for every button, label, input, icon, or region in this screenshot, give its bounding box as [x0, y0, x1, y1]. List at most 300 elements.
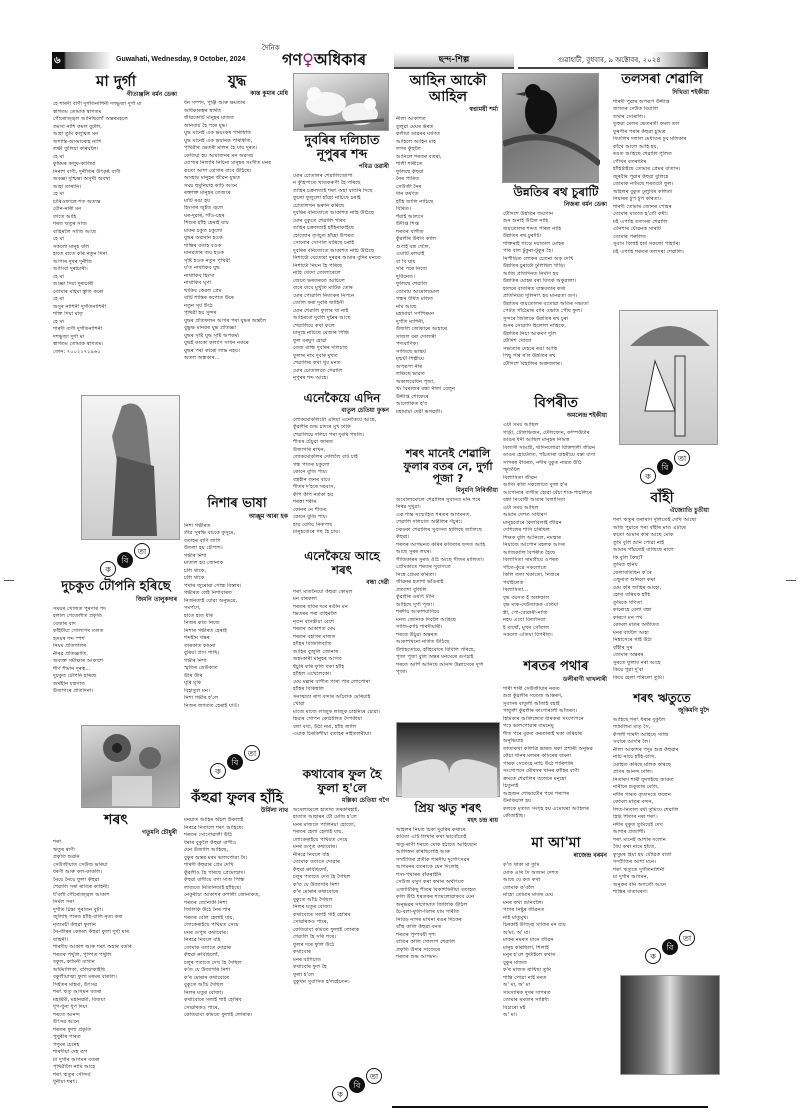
page-number-block: [52, 52, 112, 69]
article-body: [613, 517, 711, 682]
poem-line: গভীৰ নিশা: [184, 657, 207, 664]
poem-line: শক্তিৰাই গাড়ে দয়াতাল মোহৰ: [503, 240, 565, 247]
article-sarat: [53, 812, 179, 1087]
poem-line: নিতাৰণ শাৰী ফুলাইছে জাকত: [613, 776, 674, 783]
poem-line: সৰি পৰে নিজে: [396, 266, 427, 273]
date-english: Guwahati, Wednesday, 9 October, 2024: [116, 56, 246, 63]
poem-line: শীত পৰে বুকত কৰতাৰাই থকা তৰিয়াৰ: [503, 730, 582, 737]
poem-line: সবাৰে আদৰি লৈ।: [613, 739, 651, 746]
poem-line: চৈ-বলা-ফুলি-বিলৰ যাম পাৰীত: [396, 909, 460, 916]
girl-icon: [82, 396, 181, 541]
poem-line: আলিঙ্গন কৰিছিলেহি আৰু: [396, 849, 451, 856]
poem-line: অকালবোধন পূজা,: [396, 378, 435, 385]
poem-line: তেজ বান্ধি দুবৰিৰ দলিচাত: [293, 345, 348, 352]
article-author: দিখিতা শইকীয়া: [672, 88, 709, 96]
poem-line: বুকুখন সুবাসিত হ'লহেঁতেন।: [293, 979, 350, 986]
poem-line: নাহো তোমাৰ মাতৰ মেঘ: [503, 892, 554, 899]
poem-line: তোমায় আমোলমোল: [396, 288, 440, 295]
poem-line: তোমাক নামিছে শৰতটো ফুল।: [613, 181, 674, 188]
poem-line: শৰতৰ জোনাকী নিশা: [184, 899, 228, 906]
poem-line: হোদা তৰিয়ক হাঁহি: [613, 592, 651, 599]
poem-line: পাগৰ নিষ্টুৰ জীৱনত: [503, 907, 545, 914]
poem-line: শৰতে উঠুৱা অন্তৰত: [396, 631, 438, 638]
poem-line: শেৱালিৰ কথা খুব মনত: [293, 360, 341, 367]
poem-line: উন্নতিৰ নিয়া আকৰণ দুলি: [503, 330, 557, 337]
poem-line: আছে সুৰৰ লয়ৰ।: [396, 549, 432, 556]
poem-line: তোলি কৰা দুবৰি জাহিনী: [293, 300, 344, 307]
poem-line: অপৰূপা নীৰ: [396, 363, 423, 370]
poem-line: হে মা: [53, 236, 64, 243]
article-author: স্বপ্নাময়ী শৰ্মা: [469, 106, 498, 114]
poem-line: আছে যে কত কথা: [503, 877, 541, 884]
poem-line: পৃথিৱী হয় সুন্দৰ: [184, 310, 217, 317]
article-tolsora-shewali: [613, 73, 711, 256]
poem-line: আগমনৰ বতৰাকে যেন দিলেহি: [396, 864, 459, 871]
poem-line: হে মা: [53, 296, 64, 303]
badge-letter: তা: [366, 1068, 382, 1084]
poem-line: বস্ত্ৰহীন জনৰ বাবে: [293, 476, 331, 483]
poem-line: মাকৰ নমৰত মানে জীৱন: [503, 937, 554, 944]
article-body: [53, 101, 179, 356]
poem-line: অৰ্থহীন যন্ত্ৰণাত: [53, 680, 85, 687]
article-author: অমলেন্দ্ৰ শইকীয়া: [566, 412, 607, 420]
umbrella-couple-icon: [620, 311, 719, 446]
poem-line: পৰি বাল টুকুৰা-টুকুৰ হৈ।: [503, 248, 553, 255]
poem-line: এটা সময় আছিল: [503, 504, 539, 511]
poem-line: এনিশাৰ যৌৱনক সাৰটি: [613, 226, 661, 233]
kobita-badge: [640, 450, 692, 486]
poem-line: জুলিছি পাৰত হাঁহি-বালি নৃত্য কৰা: [53, 914, 123, 921]
poem-line: স্নিগ্ধ শিতাৰ নৰা শৰৎ।: [613, 814, 658, 821]
poem-line: সাগৰৰ বীবৰত, নদীৰ বুকুত নাৱত উঠি: [503, 459, 582, 466]
logo-word-2: অধিকাৰ: [313, 50, 367, 69]
poem-line: স্ফূৰ্তিলৈ: [503, 467, 520, 474]
poem-line: নৃত্যময়ী কঁহুৱা ফুলনি: [53, 921, 96, 928]
poem-line: আজি কলি সকলোতে বুজা হ'ৰ: [503, 482, 568, 489]
poem-line: টৌদিশে বিহালিৰ অশ্ৰুজলৰ।: [503, 360, 562, 367]
poem-line: নীৰৱ প্ৰতিজ্ঞাতি,: [53, 650, 88, 657]
poem-line: মনুৰ হ'লে ফুটাইলে কথাৰ: [503, 952, 556, 959]
article-title: মা দুৰ্গা: [96, 72, 136, 90]
article-title: বাঁহী: [650, 490, 674, 506]
poem-line: এছুনাত শুনিলে কথা: [613, 577, 656, 584]
poem-line: শৰদীয় আকাশবাণিয়ে: [396, 609, 440, 616]
logo-word-1: গণ: [282, 50, 303, 69]
poem-line: বুকুতে আঁচি দৈছিল: [184, 982, 224, 989]
poem-line: শ্যামলিমা মাতৃ সৈ,: [613, 724, 651, 731]
poem-line: বকুলীয়াত্মা ফুলা মৰমৰ বাকলি।: [53, 974, 117, 981]
article-enekoiye-edin: [293, 392, 391, 537]
poem-line: চিতুনাই: [503, 783, 519, 790]
poem-line: উন্নতিৰ মোহৰ বৰা বিতৰ্ক অকুৱালা।: [503, 278, 577, 285]
badge-letter: তা: [134, 543, 150, 559]
poem-line: ফুলাৰ নাম দুবৰি মুখত: [293, 352, 338, 359]
article-body: [293, 807, 391, 987]
poem-line: ক্ৰমকে শেৱালিৰ তলেৰে মনুহো: [503, 775, 567, 782]
badge-letter: ক: [640, 468, 656, 484]
poem-line: এয়াটি মলয়াই: [396, 251, 425, 258]
article-body: [396, 116, 500, 416]
poem-line: নৈ-তীৰৰ কোমল কঁহুৱা ফুলা দুৰ্গা মাৰ: [53, 929, 130, 936]
poem-line: চলুৰ পতাতে দেখ হৈ দৈছিল: [293, 874, 351, 881]
poem-line: আহিৰ বুজুলি জোনাৰ: [293, 648, 339, 655]
poem-line: তোমাক ক'বলৈ: [503, 884, 535, 891]
poem-line: সময় হুমুনিয়াহ কাঢ়ি আনে: [184, 182, 238, 189]
poem-line: জীৱকোটি মানুহৰ মাজত: [184, 115, 235, 122]
article-enekoiye-ahe-sarat: [293, 550, 391, 739]
poem-line: ঘূৰি ঘূৰি: [184, 680, 201, 687]
poem-line: সম্প্ৰীতিৰ আশা মনে।: [613, 859, 656, 866]
badge-letter: তা: [674, 450, 690, 466]
poem-line: টৌদিশ খোজা: [503, 338, 532, 345]
poem-line: ক'ৰ মাজত ৰাখিছা তুমি: [503, 967, 552, 974]
poem-line: কোনে বুজি পায়।: [293, 514, 328, 521]
poem-line: কলকে মৃতাত সংগৃহ হয় এমোবৰা আহিলৰ: [503, 805, 589, 812]
poem-line: যুদ্ধ মানেই এক ভয়ানক পৰিস্থিতি,: [184, 137, 253, 144]
poem-line: শৰতৰ পথুলি, পুষ্পিত পথুলি: [53, 951, 112, 958]
badge-letter: বি: [227, 754, 243, 770]
poem-line: বুৰিয়া প্ৰাণ পাখি।: [184, 650, 220, 657]
poem-line: বুকুতে আঁচি দৈছিল: [293, 896, 333, 903]
poem-line: শুনৰ সোৱাদি হিলোল নাহিকে,: [503, 323, 566, 330]
poem-line: ফুলা হ'লে: [293, 971, 314, 978]
article-title: নিশাৰ ভাষা: [207, 496, 267, 511]
poem-line: মোক এৰি দৈ অজান দেশত: [503, 869, 559, 876]
poem-line: শৰতৰ শুভ আগমন।: [396, 954, 438, 961]
book-icon: [397, 723, 501, 798]
poem-line: পেটত গাঁঠেমাৰ বাৰি ওভতি পৌষ ফুল।: [503, 308, 582, 315]
article-title: তলসৰা শেৱালি: [621, 72, 703, 87]
poem-line: মনৰ বাগিচাত: [293, 956, 322, 963]
poem-line: শক্তি দিয়া মাতৃ: [53, 311, 83, 318]
poem-line: দুচকুত টোপনি হৰিছে: [53, 673, 97, 680]
poem-line: ফুলিছে কঁহুৱা: [396, 168, 424, 175]
poem-line: কাঁইটীয়া গোলাপৰ তলত: [53, 628, 104, 635]
poem-line: মনৰ বাটলৈ আহা: [613, 629, 649, 636]
poem-line: অনিবাৰ্য হৈ পৰে যুদ্ধ।: [184, 122, 228, 129]
poem-line: সাজল বৰা দোলাৰী: [396, 333, 437, 340]
poem-line: পূজা।: [396, 669, 408, 676]
poem-line: কঁপলী শাৰদী আহিছে সাজি: [613, 731, 669, 738]
poem-line: উতলা হয় চৌপাশ।: [184, 545, 223, 552]
article-author: মল্লিকা চেতিয়া গগৈ: [342, 796, 389, 804]
poem-line: হিয়াৰ গোপন কোঠালিত দৈপকীয়া: [293, 716, 363, 723]
article-body: [293, 417, 391, 537]
article-sarat-ritute: [613, 692, 711, 897]
poem-line: সেউজী নৈৰ: [396, 183, 422, 190]
poem-line: মন বাৰকলা: [293, 596, 317, 603]
poem-line: সুবাসৰ বাতুলী আঁতাই বহাই: [503, 700, 560, 707]
poem-line: অহিলৰ বুকুত ঢুলুবিৰ কলিতা: [613, 188, 673, 195]
poem-line: আহিৰবো দুবলি দুৰৈৰ আছে: [293, 315, 351, 322]
article-author: জুকিমণি মুদৈ: [677, 706, 709, 714]
poem-line: হালৰে বাতৰিত বাস্তবতাৰ কথা: [503, 285, 566, 292]
poem-line: আজ্ঞা দিয়া দুৰাচাৰী: [53, 281, 94, 288]
poem-line: নিশ্বে প্ৰেমৰ কৰিতা।: [396, 571, 436, 578]
poem-line: নিয়ম প্ৰতিপালৰ: [53, 643, 87, 650]
poem-line: সাজি-কাচি শাৰদীয়াৰী।: [396, 624, 443, 631]
poem-line: সোৱৰিকও পাৰে,: [293, 919, 329, 926]
poem-line: শান্তি পোৱা নাই মনত: [503, 974, 547, 981]
poem-line: বকুল, কামিনী বাগান: [53, 959, 95, 966]
article-author: উৰ্মিলা নাথ: [260, 807, 288, 815]
poem-line: শেৱালি দলিচাত অঞ্জলিৰ সঁচুৰা।: [396, 519, 462, 526]
poem-line: চলুৰ পতাতে দেখ হৈ দৈছিল: [184, 959, 242, 966]
article-title: কঁহুৱা ফুলৰ হাঁহি: [190, 790, 284, 806]
bird-icon: [503, 74, 600, 184]
poem-line: শৰৎ ঋতুৰ সৌন্দৰ্য: [53, 1071, 91, 1078]
article-title: শৰতৰ পথাৰ: [523, 659, 589, 674]
poem-line: তোমাৰ মাতাত হ'তৌ কদী।: [613, 211, 668, 218]
newspaper-logo: [262, 42, 390, 70]
poem-line: শঁৱাই আলসে: [396, 213, 424, 220]
poem-line: লোকেৰাইয়ে পথিয়ত সেয়ে: [293, 836, 348, 843]
poem-line: নিবিড় নাগৰ মাখনা ৰঙৰ দিঠকৰ: [396, 916, 462, 923]
poem-line: মেঘ মল্লাৰ বাগীত পাৰা পাৰ লোপোৰা: [293, 678, 371, 685]
poem-line: তমসা নাশি কমল বুটলি,: [53, 123, 102, 130]
logo-daily: দৈনিক: [262, 44, 280, 52]
poem-line: বন্ধা নিবোধী আৱাৰ বিলাসিতা: [503, 497, 566, 504]
poem-line: গাঁতে-কুঁৱে সকলোতে: [503, 564, 547, 571]
poem-line: উশাহতোৱে, হাঁহিবোৰে বিবিলি পৰিছে,: [396, 646, 476, 653]
poem-line: শাৰদী পুৱাৰ অপৰূপ উদ্দীপ্ত: [613, 98, 670, 105]
poem-line: শৰত্তা শৰীৰ: [293, 499, 317, 506]
poem-line: আজিকালি বিপৰীত হৈছে: [503, 549, 556, 556]
poem-line: লক্ষী তুলিয়া কৰিবলৈ।: [53, 146, 99, 153]
poem-line: তুমি বুলি শুনি পোৱা নাই: [613, 539, 665, 546]
poem-line: ক'ত যে উজাগৰি নিশা: [293, 881, 340, 888]
article-title: মা আ'মা: [531, 835, 581, 851]
poem-line: কি বুলি কৈছা?: [613, 554, 643, 561]
article-dubarir-dolichat: [293, 133, 391, 383]
poem-line: হাঁহিল এখেলেকো।: [293, 671, 332, 678]
poem-line: কোনে বুজি পায়।: [293, 469, 328, 476]
poem-line: এক শান্ত সম্মোহিত শৰতৰ আগমনত,: [396, 511, 472, 518]
poem-line: অধিকাৰত্বৰ স্বাৰ্থত: [184, 107, 222, 114]
poem-line: বৃদ্ধ মাক-দেউতাকক এতিয়া: [503, 602, 559, 609]
poem-line: নাচি নাচে হাঁহি-বাসি,: [613, 754, 656, 761]
poem-line: কুমিমৰ কলুষ-কালিমা: [53, 161, 96, 168]
poem-line: তাহিৰ চক্ৰলতাই হাঁহিনাকাইছে: [293, 225, 355, 232]
poem-line: হে মা: [53, 153, 64, 160]
poem-line: বাতিৰ কালি গোলাপ শেৱালি: [396, 939, 456, 946]
poem-line: পদুমৰ চেনেহ: [53, 1041, 80, 1048]
article-title: শৰৎ মানেই শেৱালি ফুলাৰ বতৰ নে, দুৰ্গা পূজা ?: [403, 447, 493, 486]
badge-letter: তা: [244, 745, 260, 761]
poem-line: বিলাসিতা...: [503, 587, 528, 594]
poem-line: অবোলামোলে শেৱালিৰ সুবাসত মনি পৰে: [396, 496, 481, 503]
poem-line: পাৰক সেতেহে নাচি উঠে শাৰিশাৰি: [503, 760, 574, 767]
article-author: ৰাজেন্দ্ৰ বৰমন: [573, 852, 607, 860]
poem-line: শৰৎ মাতনৈয়ো কঁহুৱা কোমল: [293, 588, 353, 595]
poem-line: নিৰৱ দুখুৱা।: [396, 504, 421, 511]
article-nishar-bhasha: [184, 497, 290, 710]
poem-line: ফুল বৰষুণ হোৱা: [293, 337, 327, 344]
poem-line: সৃষ্টি হওক নতুন পৃথিৱী: [184, 257, 231, 264]
poem-line: মাকৰ চকুত চকুলো: [184, 227, 223, 234]
article-yuddha: [184, 73, 290, 363]
poem-line: অসুৰ নাশিনী দুৰ্গতিনাশিনী: [53, 303, 107, 310]
poem-line: শান্তিৰ বতাহ বওক: [184, 242, 222, 249]
poem-line: ন কুঁহিপাতে খাতকৰুণী হৈ পৰিছে: [293, 180, 361, 187]
poem-line: মা দুৰ্গাৰ আগমন বতৰা: [53, 1056, 100, 1063]
poem-line: শালী শাৰীতে: [396, 161, 423, 168]
poem-line: কথাবোৰ ফুল হৈ: [293, 964, 327, 971]
poem-line: ক'ত থাকা মা তুমি: [503, 862, 540, 869]
poem-line: আশাৰ প্ৰত্যাশী।: [613, 829, 646, 836]
poem-line: গঢ়ে ভালপোৱাৰ বামনেমু: [503, 723, 554, 730]
poem-line: উজাগৰে প্ৰতিদিনা।: [53, 688, 94, 695]
poem-line: অটিমালিকা, বলিয়াকাইছি: [53, 966, 106, 973]
kobita-badge: [332, 1068, 384, 1104]
poem-line: নিয়াৰৰ টুপ টুপ কৰিতা।: [613, 196, 661, 203]
article-banhi: [613, 490, 711, 682]
poem-line: হোজোৰ তৃণচুল হাঁহো উপৰত: [293, 232, 355, 239]
poem-line: পিছু পৰি ৰ'ল উন্নতিৰ ৰথ: [503, 353, 556, 360]
poem-line: ছঁচুৰি কৰি ফুলি থকা হাঁহি: [293, 663, 345, 670]
poem-line: সুৰতে ফুলাব নৰা আহে: [613, 659, 661, 666]
poem-line: তীৱ্ৰ সুৰভি বাকেে কুসুমে,: [184, 530, 236, 537]
poem-line: শিশুৰ হাঁহি হেৰাই যায়: [184, 220, 229, 227]
poem-line: মানুহবোৰে গছ হৈ চায়।: [293, 529, 341, 536]
poem-line: বিলাসিতা সামগ্ৰীয়ে ওপৰত: [503, 557, 559, 564]
poem-line: যুদ্ধৰ সৃষ্টি যুদ্ধ সৃষ্টি অপকৰ্ম।: [184, 332, 240, 339]
poem-line: কুঁৱলীৰ উৰণি কালি: [396, 236, 437, 243]
poem-line: নাথাকিব ঘৃণা: [184, 280, 211, 287]
poem-line: মৃন্ময়ী শিল্পীয়ে: [396, 356, 424, 363]
poem-line: শৰতৰ ছবিৰ দৰে ৰঙীন মন: [293, 603, 348, 610]
poem-line: বিৰিণ্ড।: [396, 206, 412, 213]
poem-line: মনৰ কথা শুনিবলৈ।: [503, 899, 544, 906]
poem-line: লগৰ কুঁহুলৈ: [396, 146, 421, 153]
article-maa-durga: [53, 73, 179, 356]
poem-line: উদ্দীপ্ত শোকেৰে: [396, 393, 429, 400]
poem-line: আলোকিত হ'ব: [396, 401, 428, 408]
poem-line: অবেলাবেলে হাতাত তৰকৰিহাই,: [293, 806, 359, 813]
article-body: [503, 211, 609, 369]
article-body: [53, 839, 179, 1087]
poem-line: আহা তাৰানি।: [53, 183, 82, 190]
poem-line: অহংকাৰী মানুহৰ আগত: [293, 656, 342, 663]
poem-line: ঘৰ-দুৱাৰ, গাঁও-চহৰ: [184, 212, 225, 219]
poem-line: নিলৰ ঘতুৰ বোজা।: [184, 989, 224, 996]
poem-line: বাঁহি কালি কঁহুৱা বনত: [396, 924, 442, 931]
poem-line: নিৰাশ বাণী, দুৰ্নীতিৰ উৎকৃষ্ট বাণী: [53, 168, 121, 175]
poem-line: লক্ষিছে ভাৱত: [396, 371, 425, 378]
poem-line: জগতৰ দেউক বিয়ালি: [613, 106, 658, 113]
poem-line: শৰৎ ঋতুতে দুৰ্গতিনাশিনী: [613, 866, 665, 873]
poem-line: মেম কৰি জাহিৰ আহো,: [613, 584, 662, 591]
poem-line: মোৰ চোতালৰ শেৱালিজোপা: [293, 172, 353, 179]
bottom-rule: [392, 1106, 708, 1108]
article-title: এনেকৈয়ে এদিন: [303, 391, 381, 405]
poem-line: তাৰকাত কামনা: [184, 642, 216, 649]
poem-line: শেৱালিয়ে কথা কলে: [293, 322, 335, 329]
poem-line: আমাৰ গাঁৱতেই বাজিছে ৰাগে: [613, 547, 674, 554]
article-title: শৰৎ: [104, 812, 128, 828]
poem-line: অ' মা, অ' মা: [503, 982, 531, 989]
poem-line: বতাহৰ বাণি লাগি: [184, 537, 221, 544]
poem-line: শাৰদীয় আকাশ আৰু শৰৎ অহাৰ বতৰি: [53, 944, 132, 951]
poem-line: প্ৰতিনিয়ত দুলিনাৎ হয় মানৱতা গুণ।: [503, 293, 578, 300]
poem-line: নিৰ্পীড়িত লোকৰ চেতনা অকৃ দেখি: [503, 255, 574, 262]
poem-line: উদীপ্ত শিপ্ত: [396, 221, 419, 228]
poem-line: গৌৰোজ্জ্বল আনিছিলোঁ অন্তৰমহলে: [53, 116, 128, 123]
poem-line: শৰতৰ ফুলা প্ৰকৃতি: [53, 1026, 92, 1033]
article-body: [503, 686, 609, 821]
article-body: [293, 173, 391, 383]
article-body: [184, 100, 290, 363]
poem-line: ধৈৰ্য কথা নামে হাঁতে,: [613, 844, 656, 851]
poem-line: প্ৰত্যাশা বুলিলি: [396, 586, 427, 593]
poem-line: উজলি জোকাৰে আহাৰে: [396, 326, 448, 333]
poem-line: সাংসাৰিক দুখৰ সাগৰত: [503, 989, 551, 996]
poem-line: সনাত্মতা ৰাগ বন্দাৰ আঁচলক মেৰিয়াই: [293, 693, 371, 700]
poem-line: আহা তুমি কলুষিত মন: [53, 131, 99, 138]
poem-line: হে মা: [53, 191, 64, 198]
badge-letter: বি: [349, 1077, 365, 1093]
poem-line: হাতে হাত ধৰি: [184, 612, 213, 619]
badge-letter: ক: [100, 561, 116, 577]
poem-line: লাজতে নিতিনিতাই হাঁহিছে।: [184, 884, 242, 891]
badge-letter: বি: [662, 939, 678, 955]
shiuli-flowers-photo: [620, 975, 720, 1075]
article-biparit: [503, 395, 609, 640]
poem-line: হিংসাৰ জুইত জ্বলে: [184, 205, 224, 212]
poem-line: শান্তিৰ বাতাবৰণ।: [613, 889, 648, 896]
poem-line: নাই মাতুমুখ।: [503, 914, 529, 921]
article-body: [613, 717, 711, 897]
poem-line: মাজে মাজে লাজুক লাজুক চাহনিৰে চোৱা।: [293, 708, 381, 715]
poem-line: এয়াক চিৰকিশীয়া বতাহৰ নাইতলৰীয়া।: [293, 731, 372, 738]
poem-line: যুদ্ধৰ অৱসান হওক: [184, 235, 223, 242]
poem-line: পৃথিৱীলৈ নামি আহে: [53, 1064, 96, 1071]
poem-line: তাতে আহি: [53, 213, 77, 220]
poem-line: শৰতৰ বহাগৰ মাজত: [293, 633, 336, 640]
poem-line: তোমাৰ মমতাৰ সান্নিধ্য: [503, 997, 549, 1004]
poem-line: হলাল পেতেলীত প্ৰকৃতি: [53, 613, 102, 620]
poem-line: মাতাল হয় জোনাক: [184, 560, 224, 567]
poem-line: আকাশখনো নৰ্তিত উঠিছে: [396, 639, 450, 646]
poem-line: নেকুৰীয়া আকাশৰ কপালী জোনাকত,: [184, 892, 260, 899]
article-body: [53, 606, 179, 696]
poem-line: আহিছে শৰৎ ধৰাৰ বুকুলৈ: [613, 716, 666, 723]
poem-line: শীতৰ চেঁচুৱা জাৰত: [293, 439, 333, 446]
poem-line: নীলা আকাশৰ পদুম শুভ্ৰ কঁহুৱাৰ: [613, 746, 679, 753]
poem-line: মই এপাহি শৰতৰ তলসৰা শেৱালি।: [613, 248, 684, 255]
poem-line: কৌতাইছি।: [503, 813, 525, 820]
poem-line: জেতে ভৰতৰতে আচিলে: [293, 277, 345, 284]
poem-line: নিয়াজে আপোন মহলক আদৰ: [503, 542, 565, 549]
poem-line: শৰৎ মানেই আশাৰ দলোন: [613, 836, 666, 843]
article-author: বন্ধা দেৱী: [366, 578, 389, 586]
poem-line: চাৰিওফালে শত অত্যন্ত: [53, 198, 101, 205]
poem-line: সময়ৰ খোজত পুৰণাৰ পদ: [53, 605, 107, 612]
poem-line: আজি প্ৰতিদিনত নিৰ্মাণ হয়: [503, 270, 559, 277]
article-sarator-pothar: [503, 660, 609, 821]
flowers-photo: [81, 725, 180, 808]
poem-line: শৰতৰ বাগীত: [396, 228, 424, 235]
poem-line: মা দুৰ্গাৰ আগমন,: [613, 874, 649, 881]
poem-line: ডাঙৰ হোটেলত, পাঁচতাৰা বাহৰীয়ে বস্তা বাণা: [503, 452, 596, 459]
poem-line: দশভুজা দুৰ্গা মা: [53, 333, 85, 340]
poem-line: তোমাক বতাতে দোৱাৰ: [293, 859, 340, 866]
poem-line: লোকেৰাইয়ে পথিয়ত সেয়ে: [184, 922, 239, 929]
poem-line: ঋতুৰ ৰাণী: [53, 846, 75, 853]
kobita-badge: [100, 543, 152, 579]
poem-line: সংগোপনে মৌৰসৰ খানৰ কাঁহিৰ বাণী: [503, 768, 579, 775]
poem-line: তাহিৰ চক্ৰলতাই শৰৎ অহা বাতৰি দিছে: [293, 187, 373, 194]
